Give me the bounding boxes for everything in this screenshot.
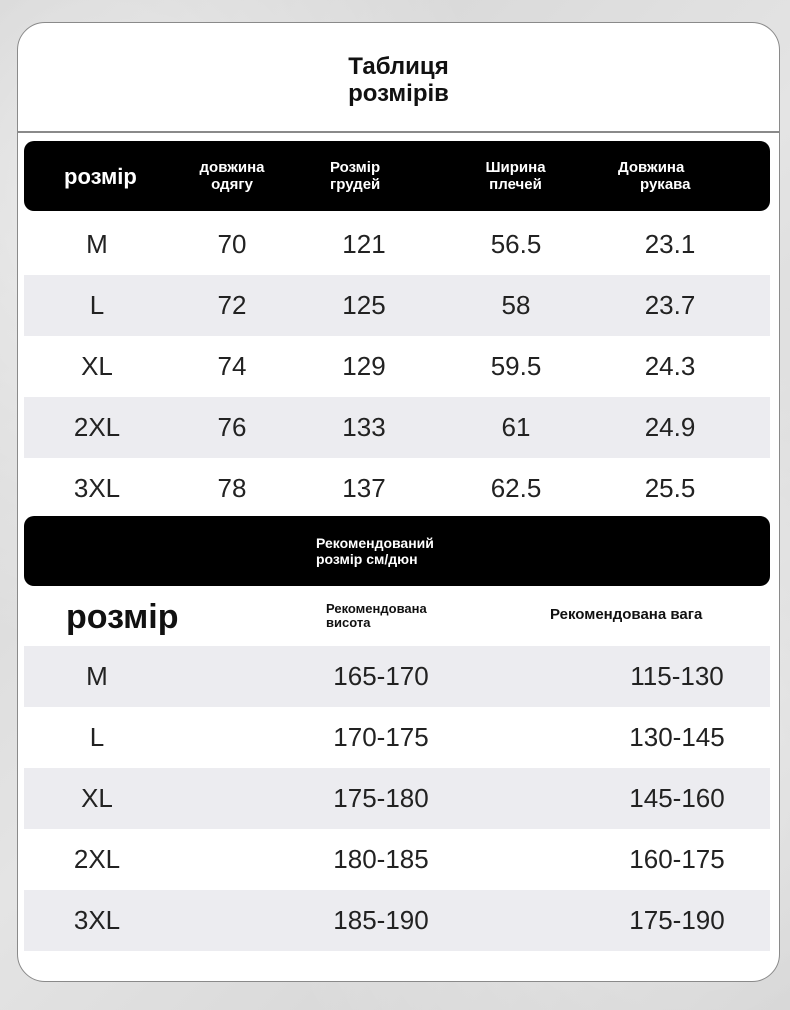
recommendation-banner — [24, 516, 770, 586]
cell-height: 180-185 — [333, 844, 429, 874]
title-line-1: Таблиця — [348, 53, 449, 80]
cell-length: 76 — [217, 412, 247, 442]
cell-size: 3XL — [73, 905, 121, 935]
title-divider — [18, 131, 779, 133]
cell-chest: 121 — [342, 229, 386, 259]
cell-shoulder: 56.5 — [490, 229, 542, 259]
cell-chest: 137 — [342, 473, 386, 503]
cell-height: 170-175 — [333, 722, 429, 752]
table-row — [24, 397, 770, 458]
cell-length: 70 — [217, 229, 247, 259]
table-row — [24, 275, 770, 336]
table-row — [24, 458, 770, 519]
header-shoulder-width: Ширина плечей — [485, 159, 546, 193]
cell-size: 2XL — [73, 412, 121, 442]
banner-text: Рекомендований розмір см/дюн — [316, 535, 434, 567]
cell-sleeve: 23.7 — [644, 290, 696, 320]
cell-weight: 115-130 — [630, 661, 724, 691]
cell-size: M — [86, 661, 108, 691]
size-chart-card — [17, 22, 780, 982]
cell-weight: 145-160 — [629, 783, 725, 813]
cell-height: 165-170 — [333, 661, 429, 691]
cell-shoulder: 59.5 — [490, 351, 542, 381]
cell-size: XL — [81, 351, 113, 381]
cell-length: 78 — [217, 473, 247, 503]
header-recommended-weight: Рекомендована вага — [550, 606, 703, 623]
cell-chest: 133 — [342, 412, 386, 442]
measurements-table-header — [24, 141, 770, 211]
table-row — [24, 768, 770, 829]
cell-weight: 130-145 — [629, 722, 725, 752]
cell-sleeve: 24.3 — [644, 351, 696, 381]
cell-length: 72 — [217, 290, 247, 320]
cell-size: 3XL — [73, 473, 121, 503]
table-row — [24, 214, 770, 275]
header-recommended-height: Рекомендована висота — [326, 601, 427, 630]
cell-chest: 129 — [342, 351, 386, 381]
cell-height: 185-190 — [333, 905, 429, 935]
cell-sleeve: 24.9 — [644, 412, 696, 442]
table-row — [24, 707, 770, 768]
cell-chest: 125 — [342, 290, 386, 320]
cell-height: 175-180 — [333, 783, 429, 813]
recommendation-table-header — [24, 586, 770, 646]
table-row — [24, 336, 770, 397]
table-row — [24, 890, 770, 951]
cell-shoulder: 58 — [501, 290, 531, 320]
header-sleeve-length: Довжина рукава — [618, 159, 691, 193]
header-size: розмір — [64, 163, 137, 189]
cell-size: L — [89, 290, 105, 320]
header-size: розмір — [66, 598, 179, 636]
cell-weight: 175-190 — [629, 905, 725, 935]
cell-shoulder: 62.5 — [490, 473, 542, 503]
header-garment-length: довжина одягу — [199, 159, 265, 193]
cell-sleeve: 25.5 — [644, 473, 696, 503]
table-row — [24, 646, 770, 707]
header-chest-size: Розмір грудей — [330, 159, 381, 193]
cell-sleeve: 23.1 — [644, 229, 696, 259]
cell-size: 2XL — [73, 844, 121, 874]
title-line-2: розмірів — [348, 80, 449, 107]
cell-weight: 160-175 — [629, 844, 725, 874]
cell-shoulder: 61 — [501, 412, 531, 442]
cell-size: L — [89, 722, 105, 752]
page-title — [18, 53, 779, 107]
cell-size: M — [86, 229, 108, 259]
table-row — [24, 829, 770, 890]
cell-length: 74 — [217, 351, 247, 381]
cell-size: XL — [81, 783, 113, 813]
